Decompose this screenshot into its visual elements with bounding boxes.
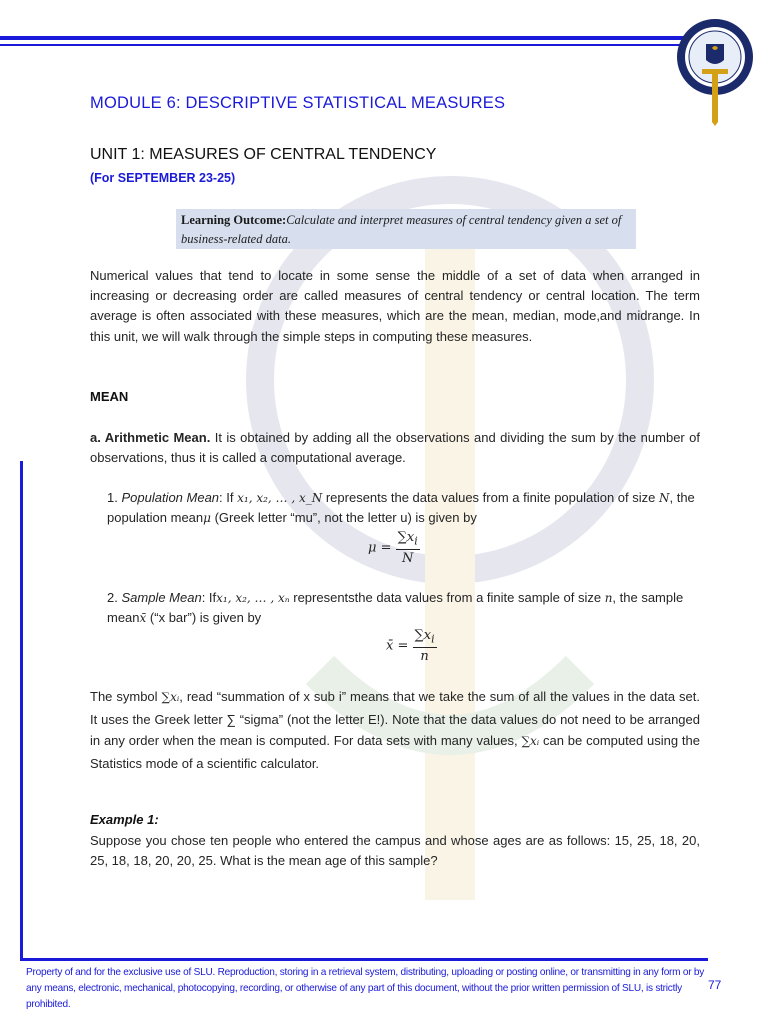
unit-date: (For SEPTEMBER 23-25) bbox=[90, 171, 236, 185]
university-seal-logo bbox=[672, 14, 758, 126]
sample-mean-label: Sample Mean bbox=[121, 590, 202, 605]
example-text: Suppose you chose ten people who entered the campus and whose ages are as follows: 15, 25, 18, 20, 25, 18, 18, 20, 20, 25. What is the mean age of this sample? bbox=[90, 833, 700, 869]
population-text-c: , the population mean bbox=[107, 490, 695, 526]
population-size-var: N bbox=[658, 491, 670, 505]
top-rule-thin bbox=[0, 44, 690, 46]
sample-formula-denominator: n bbox=[420, 648, 429, 664]
mean-heading: MEAN bbox=[90, 389, 129, 404]
bottom-rule bbox=[20, 958, 708, 961]
copyright-footer: Property of and for the exclusive use of SLU. Reproduction, storing in a retrieval system, distributing, uploading or posting online, or transmitting in any form or by any means, electronic, mechanical, photocopying, recording, or otherwise of any part of this document, without the prior written permission of SLU, is strictly prohibited. bbox=[26, 967, 705, 1010]
sample-vars: x₁, x₂, … , xₙ bbox=[216, 591, 290, 605]
population-formula-denominator: N bbox=[401, 550, 414, 566]
population-vars: x₁, x₂, … , x_N bbox=[237, 491, 323, 505]
arithmetic-mean-item bbox=[90, 428, 700, 468]
page-number: 77 bbox=[708, 978, 722, 992]
sample-xbar: x̄ bbox=[139, 611, 147, 626]
learning-outcome-label: Learning Outcome: bbox=[181, 213, 287, 227]
sample-size-var: n bbox=[604, 591, 613, 605]
example-title: Example 1: bbox=[90, 812, 159, 827]
left-rule bbox=[20, 461, 23, 961]
population-formula-numerator: ∑x bbox=[397, 530, 415, 545]
arithmetic-mean-label: a. Arithmetic Mean. bbox=[90, 430, 211, 445]
population-text-b: represents the data values from a finite population of size bbox=[322, 490, 659, 505]
top-rule-thick bbox=[0, 36, 690, 40]
sample-formula-lhs: x̄ = bbox=[386, 638, 409, 654]
sample-formula-numerator: ∑x bbox=[414, 628, 432, 643]
sample-text-c: , the sample mean bbox=[107, 590, 684, 626]
learning-outcome-text: Calculate and interpret measures of central tendency given a set of business-related data. bbox=[181, 213, 622, 246]
population-mean-item: 1. Population Mean: If x₁, x₂, … , x_N represents the data values from a finite population of size N, the population meanμ (Greek letter “mu”, not the letter u) is given by bbox=[107, 490, 695, 526]
sample-mean-item: 2. Sample Mean: Ifx₁, x₂, … , xₙ representsthe data values from a finite sample of size n, the sample meanx̄ (“x bar”) is given by bbox=[107, 590, 684, 626]
population-mean-label: Population Mean bbox=[121, 490, 220, 505]
population-mean-formula: μ = $\frac{\sum x_i}{N}$ bbox=[368, 530, 418, 566]
module-title: MODULE 6: DESCRIPTIVE STATISTICAL MEASURES bbox=[90, 94, 506, 112]
sample-mean-formula: x̄ = $\frac{\sum x_i}{n}$ bbox=[386, 628, 435, 664]
sample-text-b: representsthe data values from a finite sample of size bbox=[289, 590, 605, 605]
symbol-sum-1: ∑xᵢ bbox=[161, 690, 180, 704]
population-mu: μ bbox=[203, 511, 211, 526]
symbol-text-3: can be computed using the Statistics mode of a scientific calculator. bbox=[90, 733, 700, 771]
population-formula-lhs: μ = bbox=[368, 540, 392, 556]
unit-title: UNIT 1: MEASURES OF CENTRAL TENDENCY bbox=[90, 146, 437, 163]
symbol-sum-2: ∑xᵢ bbox=[521, 734, 540, 748]
sample-text-d: (“x bar”) is given by bbox=[146, 610, 262, 626]
learning-outcome-box bbox=[176, 209, 636, 249]
symbol-text-1: The symbol bbox=[90, 689, 162, 704]
population-text-a: : If bbox=[219, 490, 238, 505]
sample-text-a: : If bbox=[201, 590, 217, 605]
intro-paragraph: Numerical values that tend to locate in some sense the middle of a set of data when arranged in increasing or decreasing order are called measures of central tendency or central location. The term average is often associated with these measures, which are the mean, median, mode,and midrange. In this unit, we will walk through the simple steps in computing these measures. bbox=[90, 268, 700, 344]
symbol-paragraph bbox=[90, 686, 700, 774]
symbol-text-2: , read “summation of x sub i” means that we take the sum of all the values in the data set. It uses the Greek letter ∑ “sigma” (not the letter E!). Note that the data values do not need to be arranged in any order when the mean is computed. For data sets with many values, bbox=[90, 689, 700, 748]
arithmetic-mean-text: It is obtained by adding all the observations and dividing the sum by the number of observations, thus it is called a computational average. bbox=[90, 430, 700, 466]
population-text-d: (Greek letter “mu”, not the letter u) is given by bbox=[210, 510, 477, 526]
watermark-seal bbox=[240, 150, 660, 910]
